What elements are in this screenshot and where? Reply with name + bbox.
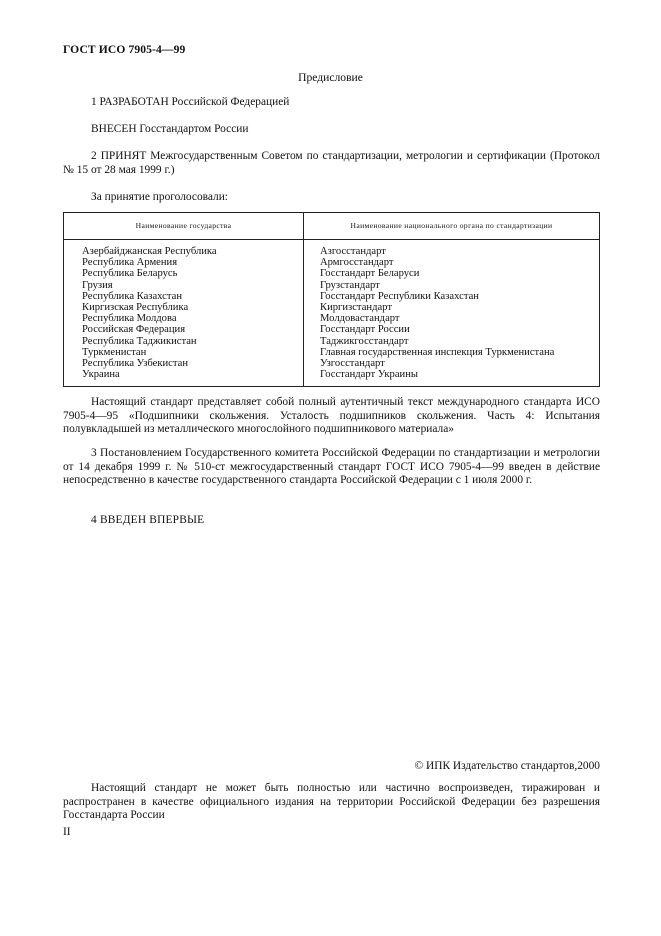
- page-number: II: [63, 826, 71, 838]
- document-code: ГОСТ ИСО 7905-4—99: [63, 43, 186, 56]
- state-name: Украина: [82, 369, 120, 381]
- standards-body-name: Армгосстандарт: [320, 257, 394, 269]
- state-name: Республика Таджикистан: [82, 335, 197, 347]
- authentic-text-paragraph: Настоящий стандарт представляет собой полный аутентичный текст международного стандарта ИСО 7905-4—95 «Подшипники скольжения. Усталость подшипников скольжения. Часть 4: Испытания полувкладышей из металлического многослойного подшипникового материала»: [63, 396, 600, 436]
- item-developed: 1 РАЗРАБОТАН Российской Федерацией: [91, 96, 290, 108]
- voted-label: За принятие проголосовали:: [91, 191, 228, 203]
- copyright-line: © ИПК Издательство стандартов,2000: [414, 760, 600, 772]
- reproduction-notice: Настоящий стандарт не может быть полностью или частично воспроизведен, тиражирован и распространен в качестве официального издания на территории Российской Федерации без разрешения Госстандарта России: [63, 782, 600, 822]
- column-header-body: Наименование национального органа по стандартизации: [304, 213, 600, 240]
- page-title: Предисловие: [298, 71, 363, 84]
- state-name: Туркменистан: [82, 346, 147, 358]
- state-name: Республика Казахстан: [82, 290, 183, 302]
- standards-body-name: Госстандарт Украины: [320, 369, 418, 381]
- state-name: Республика Беларусь: [82, 268, 178, 280]
- state-name: Российская Федерация: [82, 324, 186, 336]
- standards-body-name: Главная государственная инспекция Туркменистана: [320, 346, 555, 358]
- table-body-row: [64, 240, 600, 387]
- standards-body-name: Госстандарт Республики Казахстан: [320, 290, 479, 302]
- states-cell: [64, 240, 304, 387]
- standards-body-name: Госстандарт Беларуси: [320, 268, 420, 280]
- member-states-table: [63, 212, 600, 387]
- state-name: Азербайджанская Республика: [82, 246, 217, 257]
- state-name: Киргизская Республика: [82, 302, 189, 314]
- item-introduced: ВНЕСЕН Госстандартом России: [91, 123, 249, 135]
- standards-body-name: Грузстандарт: [320, 279, 380, 291]
- bodies-cell: [304, 240, 600, 387]
- standards-body-name: Азгосстандарт: [320, 246, 386, 257]
- state-name: Республика Армения: [82, 257, 178, 269]
- item-enacted-paragraph: 3 Постановлением Государственного комитета Российской Федерации по стандартизации и метрологии от 14 декабря 1999 г. № 510-ст межгосударственный стандарт ГОСТ ИСО 7905-4—99 введен в действие непосредственно в качестве государственного стандарта Российской Федерации с 1 июля 2000 г.: [63, 447, 600, 487]
- state-name: Грузия: [82, 279, 113, 291]
- state-name: Республика Узбекистан: [82, 358, 189, 370]
- standards-body-name: Госстандарт России: [320, 324, 410, 336]
- item-adopted: 2 ПРИНЯТ Межгосударственным Советом по стандартизации, метрологии и сертификации (Протокол № 15 от 28 мая 1999 г.): [63, 150, 600, 176]
- column-header-state: Наименование государства: [64, 213, 304, 240]
- standards-body-name: Молдовастандарт: [320, 313, 400, 325]
- standards-body-name: Таджикгосстандарт: [320, 335, 409, 347]
- standards-body-name: Узгосстандарт: [320, 358, 385, 370]
- standards-body-name: Киргизстандарт: [320, 302, 392, 314]
- item-first-introduced: 4 ВВЕДЕН ВПЕРВЫЕ: [91, 514, 205, 526]
- state-name: Республика Молдова: [82, 313, 177, 325]
